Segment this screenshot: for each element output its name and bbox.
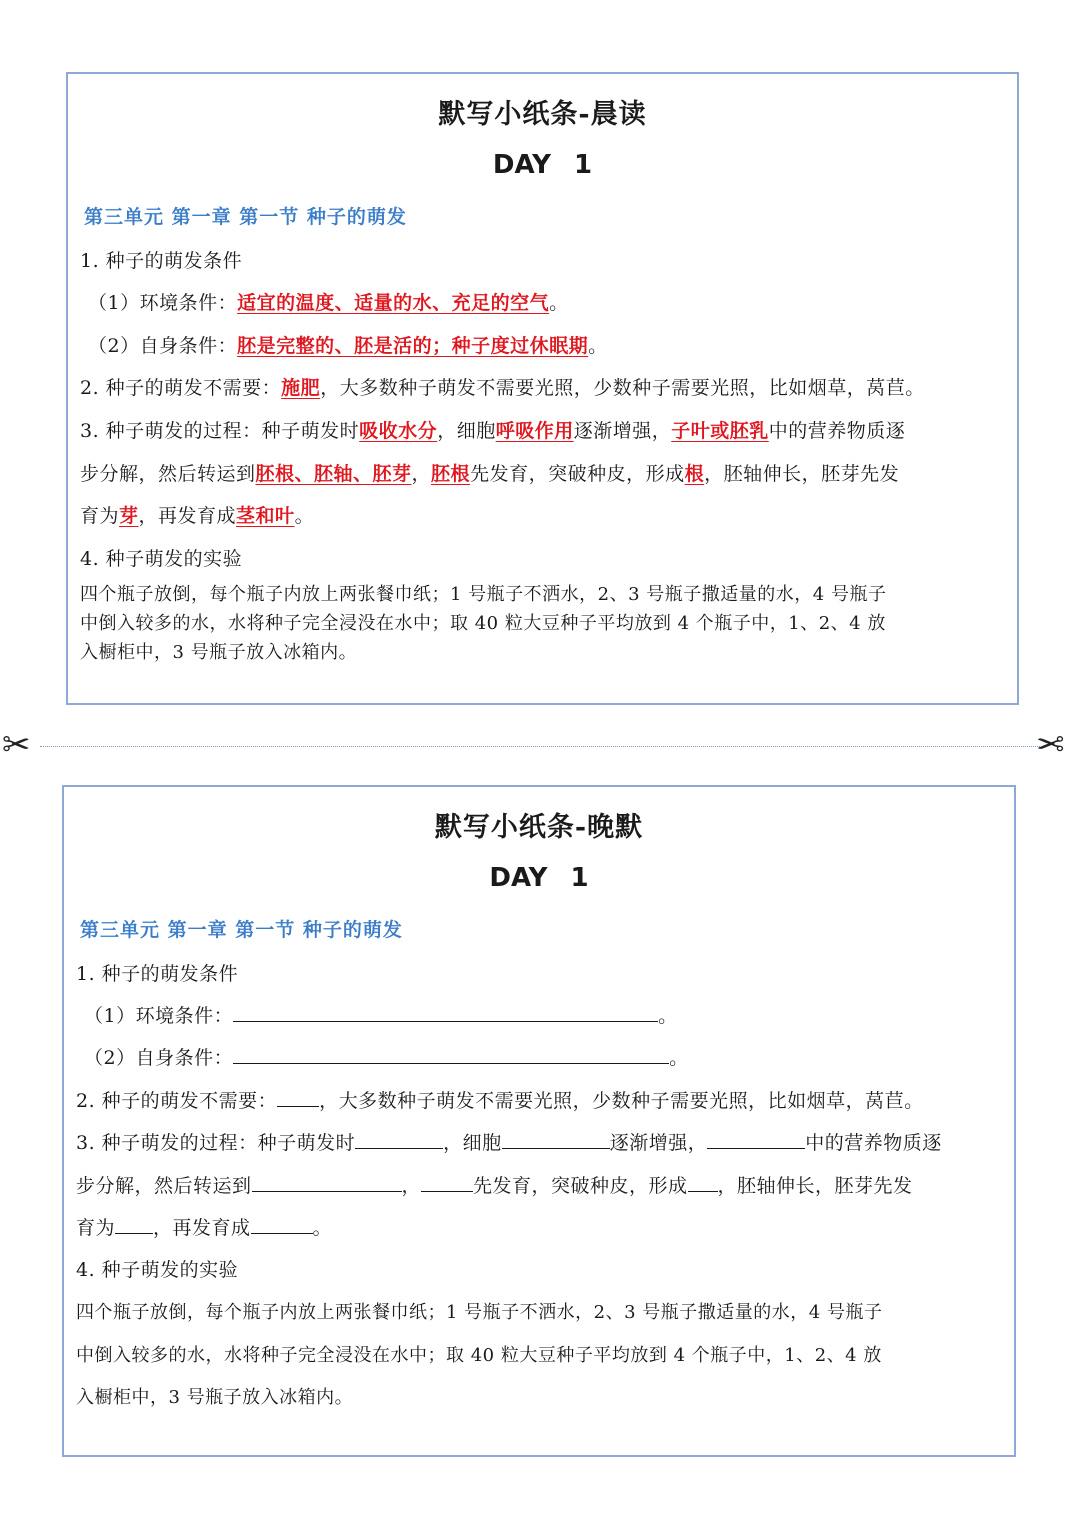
morning-q3-line3 [80,501,314,528]
morning-q4: 4. 种子萌发的实验 [80,548,243,570]
q1a-label: （1）环境条件： [84,1005,234,1027]
evening-unit-heading: 第三单元 第一章 第一节 种子的萌发 [80,919,403,941]
morning-q1b [88,331,608,358]
q2-label: 2. 种子的萌发不需要： [76,1090,278,1112]
period: 。 [549,292,569,314]
answer-blank[interactable] [707,1130,805,1149]
q3-text: 步分解，然后转运到 [80,463,256,485]
morning-q1a [88,288,569,315]
q3-text: ，再发育成 [138,505,237,527]
evening-title: 默写小纸条-晚默 [434,812,644,843]
morning-q4-line2: 中倒入较多的水，水将种子完全浸没在水中；取 40 粒大豆种子平均放到 4 个瓶子中，1、2、4 放 [80,613,886,634]
morning-q1: 1. 种子的萌发条件 [80,250,243,272]
morning-day: DAY 1 [492,150,593,180]
period: 。 [588,335,608,357]
answer-blank[interactable] [355,1130,443,1149]
q3-text: 中的营养物质逐 [805,1132,942,1154]
q3-answer: 茎和叶 [236,505,295,527]
q2-label: 2. 种子的萌发不需要： [80,377,282,399]
q2-rest: ，大多数种子萌发不需要光照，少数种子需要光照，比如烟草，莴苣。 [319,1090,924,1112]
period: 。 [669,1047,689,1069]
q3-text: 先发育，突破种皮，形成 [473,1175,688,1197]
q3-text: ， [411,463,432,485]
q3-text: ，胚轴伸长，胚芽先发 [717,1175,913,1197]
q3-text: 。 [294,505,315,527]
evening-q4-line2: 中倒入较多的水，水将种子完全浸没在水中；取 40 粒大豆种子平均放到 4 个瓶子中，1、2、4 放 [76,1345,882,1366]
q3-answer: 呼吸作用 [495,420,574,442]
morning-q3-line2 [80,459,899,486]
q1b-label: （2）自身条件： [84,1047,234,1069]
q3-answer: 芽 [119,505,139,527]
cut-line [40,746,1040,747]
q3-answer: 胚根、胚轴、胚芽 [255,463,412,485]
evening-q4: 4. 种子萌发的实验 [76,1259,239,1281]
q3-text: 逐渐增强， [573,420,672,442]
scissors-icon: ✂ [1036,725,1065,765]
q3-text: 育为 [80,505,120,527]
answer-blank[interactable] [277,1088,319,1107]
evening-q1: 1. 种子的萌发条件 [76,963,239,985]
q2-rest: ，大多数种子萌发不需要光照，少数种子需要光照，比如烟草，莴苣。 [320,377,925,399]
morning-unit-heading: 第三单元 第一章 第一节 种子的萌发 [84,206,407,228]
q3-answer: 胚根 [431,463,471,485]
q3-text: 3. 种子萌发的过程：种子萌发时 [80,420,360,442]
evening-q1a [84,1001,678,1028]
q3-answer: 子叶或胚乳 [671,420,769,442]
q1a-label: （1）环境条件： [88,292,238,314]
q3-text: 先发育，突破种皮，形成 [470,463,685,485]
q3-text: ， [401,1175,422,1197]
q1b-answer: 胚是完整的、胚是活的；种子度过休眠期 [237,335,589,357]
evening-q3-line2 [76,1171,913,1198]
q3-text: ，细胞 [437,420,496,442]
q3-text: 育为 [76,1217,116,1239]
evening-day: DAY 1 [489,863,589,893]
morning-title: 默写小纸条-晨读 [438,99,647,130]
scissors-icon: ✂ [2,725,31,765]
evening-q4-line1: 四个瓶子放倒，每个瓶子内放上两张餐巾纸；1 号瓶子不洒水，2、3 号瓶子撒适量的水，4 号瓶子 [76,1302,883,1323]
evening-q3-line1 [76,1128,942,1155]
q3-text: 中的营养物质逐 [768,420,906,442]
q3-answer: 根 [684,463,705,485]
evening-q2 [76,1086,924,1113]
answer-blank[interactable] [233,1003,658,1022]
q3-text: 。 [312,1217,333,1239]
answer-blank[interactable] [502,1130,610,1149]
q3-text: ，胚轴伸长，胚芽先发 [704,463,900,485]
answer-blank[interactable] [252,1173,402,1192]
morning-q4-line1: 四个瓶子放倒，每个瓶子内放上两张餐巾纸；1 号瓶子不洒水，2、3 号瓶子撒适量的水，4 号瓶子 [80,584,887,605]
q3-text: ，再发育成 [153,1217,251,1239]
q3-text: 3. 种子萌发的过程：种子萌发时 [76,1132,356,1154]
answer-blank[interactable] [421,1173,473,1192]
q3-answer: 吸收水分 [359,420,438,442]
q3-text: 逐渐增强， [609,1132,708,1154]
answer-blank[interactable] [233,1045,669,1064]
morning-q2 [80,373,925,400]
morning-q3-line1 [80,416,905,443]
evening-card [62,785,1016,1457]
q3-text: ，细胞 [443,1132,502,1154]
q1b-label: （2）自身条件： [88,335,238,357]
period: 。 [658,1005,678,1027]
q1a-answer: 适宜的温度、适量的水、充足的空气 [237,292,550,314]
morning-card [66,72,1019,705]
answer-blank[interactable] [688,1173,718,1192]
q3-text: 步分解，然后转运到 [76,1175,252,1197]
evening-q3-line3 [76,1213,332,1240]
morning-q4-line3: 入橱柜中，3 号瓶子放入冰箱内。 [80,642,358,663]
evening-q4-line3: 入橱柜中，3 号瓶子放入冰箱内。 [76,1387,354,1408]
answer-blank[interactable] [251,1215,313,1234]
q2-answer: 施肥 [281,377,321,399]
answer-blank[interactable] [115,1215,153,1234]
evening-q1b [84,1043,689,1070]
